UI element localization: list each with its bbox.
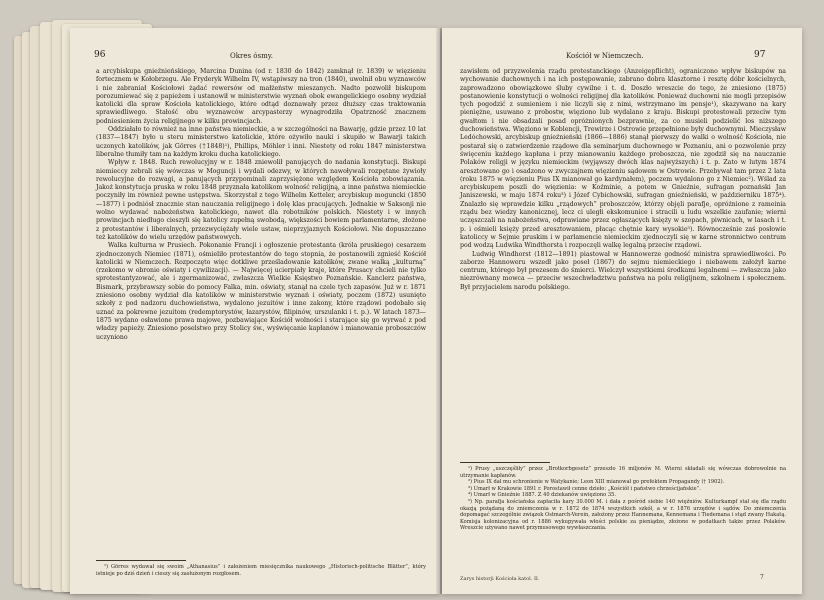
right-page [442,28,802,594]
footnote: ¹) Görres wydawał się swoim „Athanasius” i założeniem miesięcznika naukowego „Historisch-politische Blätter”, który istnieje po dziś dzień i cieszy się zasłużonym rozgłosem. [96,564,426,577]
right-page-footnotes [460,466,786,532]
page-number: 96 [94,50,106,60]
running-head: Okres ósmy. [230,52,273,60]
footnote: ³) Umarł w Krakowie 1891 r. Porostawił cenne dzieło: „Kościół i państwo chrześcijańskie”. [468,485,701,492]
left-page-header [70,50,440,64]
right-page-header [442,50,802,64]
left-page-footnotes [96,564,426,577]
left-page-body [96,68,426,342]
left-page [70,28,440,594]
paragraph: zawisłem od przyzwolenia rządu protestanckiego (Anzeigepflicht), ograniczono wpływ biskupów na wychowanie duchownych i na ich postępowanie, zabrano dobra klasztorne i resztę dóbr kościelnych, zaprowadzono obowiązkowe śluby cywilne i t. d. Doszło wreszcie do tego, że zniesiono (1875) postanowienie konstytucji o wolności religijnej dla katolików. Ponieważ duchowni nie mogli przepisów tych pogodzić z sumieniem i nie liczyli się z nimi, wstrzymano im pensje¹), skazywano na kary pieniężne, usuwano z probostw, więziono lub wydalano z kraju. Biskupi protestowali przeciw tym gwałtom i nie obsadzali posad opróżnionych bezprawnie, za co musieli podzielić los niższego duchowieństwa. Więziono w Koblencji, Trewirze i Ostrowie przepełnione były duchownymi. Mieczysław Ledóchowski, arcybiskup gnieźnieński (1866—1886) stanął pierwszy do walki o wolność Kościoła, nie postarał się o zatwierdzenie rządowe dla seminarjum duchownego w Poznaniu, ani o pozwolenie przy święceniu każdego kapłana i przy mianowaniu każdego proboszcza, nie zgodził się na nauczanie Polaków religji w języku niemieckim (wyjąwszy dwóch klas najwyższych) i t. p. Zato w lutym 1874 aresztowano go i osadzono w zwyczajnem więzieniu sądowem w Ostrowie. Przebywał tam przez 2 lata (roku 1875 w więzieniu Pius IX mianował go kardynałem), poczem wydalono go z Niemiec²). Wślad za arcybiskupem poszli do więzienia: w Koźminie, a potem w Gnieźnie, sufragan poznański Jan Janiszewski, w maju 1874 roku³) i Józef Cybichowski, sufragan gnieźnieński, w październiku 1875⁴). Znalazło się wprawdzie kilku „rządowych” proboszczów, którzy objęli parafje, opróżnione z rameinia rządu bez wiedzy kanonicznej, lecz ci uległi ekskomunice i stracili u ludu wszelkie zaufanie; wierni uczęszczali na nabożeństwa, odprawiane przez ogłaszących księży w szopach, piwnicach, w lasach i t. p. i ośmieli księży przed aresztowaniem, płacąc chętnie kary wysokie⁵). Równocześnie zaś posłowie katoliccy w Sejmie pruskim i w parlamencie niemieckim zjednoczyli się w karne stronnictwo centrum pod wodzą Ludwika Windthorsta i rozpoczęli walkę legalną przeciw rządowi. [460,68,786,250]
running-head: Kościół w Niemczech. [566,52,644,60]
paragraph: Oddziałało to również na inne państwa niemieckie, a w szczególności na Bawarję, gdzie przez 10 lat (1837—1847) było u steru ministerstwo katolickie, które ożywiło nauki i skupiło w Bawarji takich uczonych katolików, jak Görres (†1848)¹), Phillips, Möhler i inni. Niestety od roku 1847 ministerstwa liberalne tłumiły tam na każdym kroku ducha katolickiego. [96,126,426,158]
footnote-rule [96,560,186,561]
paragraph: a arcybiskupa gnieźnieńskiego, Marcina Dunina (od r. 1830 do 1842) zamknął (r. 1839) w więzieniu fortecznem w Kołobrzegu. Ale Fryderyk Wilhelm IV, wstąpiwszy na tron (1840), uwolnił obu wyznawców i nie zabraniał Kościołowi żądać rewersów od małżeństw mieszanych. Nadto pozwolił biskupom porozumiewać się z papieżem i ustanowił w ministerstwie wyznań obok ewangelickiego osobny wydział katolicki dla spraw Kościoła katolickiego, które odtąd doznawały przez dłuższy czas traktowania sprawiedliwego. Stałość obu wyznawców arcypasterzy wynagrodziła Opatrzność znacznem podniesieniem życia religijnego w kilku prowincjach. [96,68,426,125]
footnote: ¹) Prusy „uszczęśliły” przez „Brotkorbgesetz” przeszło 16 miljonów M. Wierni składali się wówczas dobrowolnie na utrzymanie kapłanów. [460,466,786,479]
paragraph: Wpływ r. 1848. Ruch rewolucyjny w r. 1848 zniewolił panujących do nadania konstytucji. Biskupi niemieccy zebrali się wówczas w Moguncji i wydali odezwy, w których nawoływali rozpętane żywioły rewolucyjne do rozwagi, a panujących przypominali zaprzysiężone względem Kościoła zobowiązania. Jakoż konstytucja pruska w roku 1848 przyznała katolikom wolność religijną, a inne państwa niemieckie poczyniły im również pewne ustępstwa. Skorzystał z tego Wilhelm Ketteler, arcybiskup moguncki (1850—1877) i podniósł znacznie stan nauczania religijnego i dolę klas pracujących. Jednakie w Saksonji nie wolno wydawać nabożeństwa katolickiego, nawet dla robotników polskich. Niestety i w innych prowincjach niedługo cieszyli się katolicy zupełną swobodą, większości bowiem parlamentarne, złożone z protestantów i liberalnych, przezwyciężały wiele ustaw, nieprzyjaznych Kościołowi. Nie dopuszczano też katolików do wielu urzędów państwowych. [96,159,426,241]
footnote: ⁵) Np. parafja kościańska zapłaciła kary 30.000 M. i dała z pośród siebie 140 więźniów. Kulturkampf stał się dla rządu okazją pożądaną do zniemczenia w r. 1872 do 1874 wszystkich szkół, a w r. 1876 urzędów i sądów. Do zniemczenia dopomagać szczególnie związek Ostmarch-Verein, założony przez Hannemana, Kennemana i Tiedemana i stąd zwany Hakatą. Komisja kolonizacyjna od r. 1886 wykupywała włości polskie za pieniądze, złożone w podatkach także przez Polaków. Wreszcie używano nawet przymusowego wywłaszczania. [460,498,786,532]
paragraph: Ludwig Windhorst (1812—1891) piastował w Hannowerze godność ministra sprawiedliwości. Po zaborze Hannoweru wszedł jako poseł (1867) do sejmu niemieckiego i niebawem założył karne centrum, którego był prezesem do śmierci. Wielczył wszystkiemi środkami legalnemi — zwłaszcza jako niezrównany mowca — przeciw wszechwładztwu państwa na polu religijnem, szkolnem i społecznem. Był przyjacielem narodu polskiego. [460,250,786,291]
right-page-body [460,68,786,292]
paragraph: Walka kulturna w Prusiech. Pokonanie Francji i ogłoszenie protestanta (króla pruskiego) cesarzem zjednoczonych Niemiec (1871), ośmieliło protestantów do tego stopnia, że postanowili zgnieść Kościół katolicki w Niemczech. Rozpoczęto więc dotkliwe prześladowanie katolików, zwane walką „kulturną” (rzekomo w obronie oświaty i cywilizacji). — Najwięcej ucierpiały kraje, które Prusacy chcieli nie tylko sprotestantyzować, ale i zgermanizować, zwłaszcza Wielkie Księstwo Poznańskie. Kanclerz państwa, Bismark, przybrawszy sobie do pomocy Falka, min. oświaty, stanął na czele tych zapasów. Już w r. 1871 zniesiono osobny wydział dla katolików w ministerstwie wyznań i oświaty, poczem (1872) usunięto szkoły z pod nadzoru duchowieństwa, wydalono jezuitów i inne zakony, które rządowi podobało się uznać za pokrewne jezuitom (redemptorystów, łazarystów, filipinów, urszulanki i t. p.). W latach 1873—1875 wydano osławione prawa majowe, pozbawiające Kościół wolności i starające się go wyrwać z pod władzy papieży. Zniesiono poselstwo przy Stolicy św., wyświęcanie kapłanów i mianowanie proboszczów uczyniono [96,242,426,341]
signature-line: Zarys historji Kościoła katol. II. [460,576,540,582]
footnote: ²) Pius IX dał mu schronienie w Watykanie; Leon XIII mianował go prefektem Propagandy († 1902). [468,479,725,486]
page-number: 97 [754,50,766,60]
footnote-rule [460,462,550,463]
footnote: ⁴) Umarł w Gnieźnie 1887. Z 40 dziekanów uwięziono 35. [468,492,616,499]
signature-mark: 7 [760,574,764,581]
